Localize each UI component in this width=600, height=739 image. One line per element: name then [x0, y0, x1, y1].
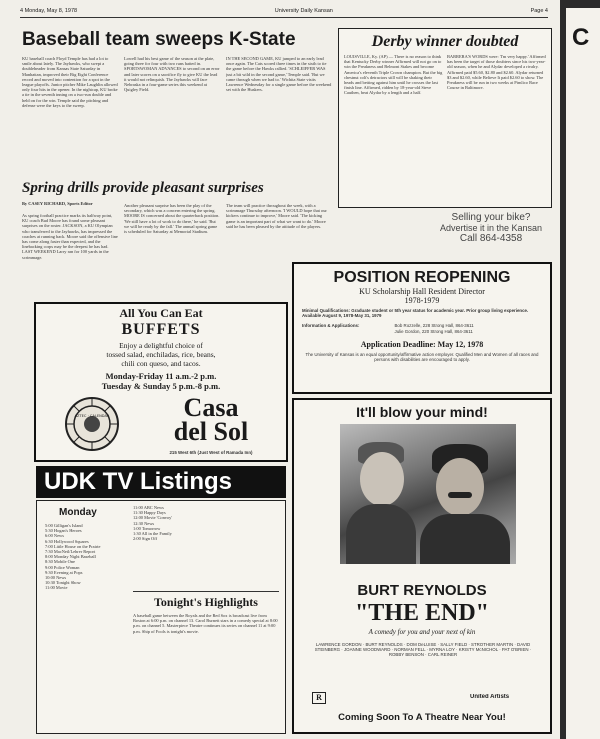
actor2-mustache	[448, 492, 472, 498]
casa-del-sol-brand	[136, 393, 286, 446]
main-story-col1: KU baseball coach Floyd Temple has had a lot to smile about lately. The Jayhawks, who swept a doubleheader from Kansas State Saturday in Manhattan, improved their Big Eight Conference record and moved into contention for a spot in the league playoffs. Junior pitcher Mike Laughlin allowed only four hits in the opener. In the nightcap, KU broke a tie in the seventh inning on a two-run double and held on for the win. Temple said the pitching and defense were the keys to the sweep.	[22, 56, 118, 108]
studio-logo: United Artists	[470, 694, 510, 700]
tv-item: 11:30 Happy Days	[133, 510, 166, 516]
tv-item: 6:00 News	[45, 533, 64, 539]
highlights-text: A baseball game between the Royals and the Red Sox is broadcast live from Boston at 6:00 p.m. on channel 13. Carol Burnett stars in a comedy special at 8:00 p.m. on channel 5. Masterpiece Theatre continues its series on channel 11 at 9:00 p.m. Ship of Fools is tonight's movie.	[133, 613, 278, 634]
tv-item: 6:30 Hollywood Squares	[45, 538, 89, 544]
tv-col-right	[133, 505, 279, 589]
buffet-title2: BUFFETS	[121, 321, 201, 338]
tv-item: 2:00 Sign Off	[133, 536, 158, 542]
tv-item: 1:00 Tomorrow	[133, 525, 161, 531]
bike-ad-line3: Call 864-4358	[459, 233, 523, 244]
actor1-body	[346, 504, 416, 564]
bike-ad-line2: Advertise it in the Kansan	[439, 223, 543, 233]
spring-drills-col2: Another pleasant surprise has been the play of the secondary, which was a concern entering the spring. MOORE IS concerned about the quarterback position. 'We still have a lot of work to do there,' he said. 'But we will be ready by the fall.' The annual spring game is scheduled for Saturday at Memorial Stadium.	[124, 203, 220, 235]
spring-drills-headline: Spring drills provide pleasant surprises	[22, 180, 264, 196]
tv-item: 10:00 News	[45, 575, 67, 581]
position-contact2: Julie Gordon, 220 Strong Hall, 864-3611	[394, 328, 473, 334]
tv-item: 9:00 Police Woman	[45, 564, 80, 570]
tv-item: 1:30 All in the Family	[133, 531, 172, 537]
spring-drills-col1: As spring football practice marks its halfway point, KU coach Bud Moore has found some pleasant surprises on the roster. JACKSON, a KU Olympian who transferred to the Jayhawks, has impressed the coaches at running back. Moore said the offensive line has come along faster than expected, and the linebacking corps may be the deepest he has had. LAST WEEKEND Larry ran for 100 yards in the scrimmage.	[22, 213, 118, 260]
tv-item: 11:00 ABC News	[133, 505, 164, 510]
buffet-line3: chili con queso, and tacos.	[121, 359, 201, 368]
highlights-title: Tonight's Highlights	[154, 595, 258, 609]
buffet-title1: All You Can Eat	[119, 306, 203, 320]
buffet-hours1: Monday-Friday 11 a.m.-2 p.m.	[105, 371, 217, 381]
movie-photo	[340, 424, 516, 564]
tv-item: 8:00 Monday Night Baseball	[45, 554, 96, 560]
actor2-face	[436, 458, 484, 516]
tv-listings-box	[36, 500, 286, 734]
derby-col2: BARRERA'S WORDS were: 'I'm very happy.' Affirmed has been the target of those doubters since his two-year-old season, when he and Alydar developed a rivalry. Affirmed paid $5.60, $2.80 and $2.60. Alydar returned $3 and $2.60, while Believe It paid $2.60 to show. The Preakness will be run in two weeks at Pimlico Race Course in Baltimore.	[447, 54, 546, 91]
position-deadline: Application Deadline: May 12, 1978	[360, 339, 484, 349]
bike-ad	[430, 212, 552, 256]
position-ad	[292, 262, 552, 394]
folio-center: University Daily Kansan	[274, 8, 333, 14]
tv-item: 8:30 Mobile One	[45, 559, 75, 565]
rating-badge: R	[312, 692, 326, 704]
tv-item: 11:00 Movie	[45, 585, 68, 591]
buffet-line1: Enjoy a delightful choice of	[119, 341, 203, 350]
position-subtitle2: 1978-1979	[404, 296, 440, 305]
position-eeo: The University of Kansas is an equal opportunity/affirmative action employer. Qualified Men and Women of all races and persons with disabilities are encouraged to apply.	[305, 351, 539, 363]
brand-line2: del Sol	[173, 417, 249, 446]
movie-tagline: It'll blow your mind!	[356, 404, 488, 420]
movie-sub: A comedy for you and your next of kin	[368, 628, 476, 636]
movie-actor: BURT REYNOLDS	[357, 582, 487, 599]
tv-item: 5:00 Gilligan's Island	[45, 523, 83, 528]
buffet-hours2: Tuesday & Sunday 5 p.m.-8 p.m.	[101, 381, 221, 391]
movie-title: "THE END"	[354, 600, 489, 626]
position-quals: Minimal Qualifications: Graduate student or 5th year status for academic year. Prior group living experience. Available August 9, 1978-May 31, 1979	[302, 308, 529, 319]
buffet-address: 215 West 6th (Just West of Ramada Inn)	[169, 450, 253, 455]
position-subtitle1: KU Scholarship Hall Resident Director	[359, 287, 485, 296]
actor1-face	[360, 452, 404, 506]
tv-day: Monday	[59, 507, 97, 518]
main-story-col2: Lowell had his best game of the season at the plate, going three for four with two runs batted in. SPORTSWOMAN ADVANCES to second on an error and later scores on a sacrifice fly to give KU the lead it would not relinquish. The Jayhawks will face Nebraska in a four-game series this weekend at Quigley Field.	[124, 56, 220, 93]
buffet-ad	[34, 302, 288, 462]
spring-drills-col3: The team will practice throughout the week, with a scrimmage Thursday afternoon. 'I WOULD hope that our kickers continue to improve,' Moore said. 'The kicking game is an important part of what we want to do.' Moore said he has been pleased by the attitude of the players.	[226, 203, 327, 229]
movie-credits: LAWRENCE GORDON · BURT REYNOLDS · DOM DeLUISE · SALLY FIELD · STROTHER MARTIN · DAVID STEINBERG · JOANNE WOODWARD · NORMAN FELL · MYRNA LOY · KRISTY McNICHOL · PAT O'BRIEN · ROBBY BENSON · CARL REINER	[314, 642, 532, 658]
bike-ad-line1: Selling your bike?	[451, 212, 531, 223]
brand-line1: Casa	[183, 393, 239, 422]
actor2-body	[420, 514, 510, 564]
tv-item: 7:30 MacNeil/Lehrer Report	[45, 549, 96, 555]
aztec-calendar-logo	[64, 396, 120, 452]
folio-right: Page 4	[530, 8, 548, 14]
main-story-col3: IN THE SECOND GAME, KU jumped to an early lead once again. The Cats scored three times in the sixth to tie the game before the Hawks rallied. 'SCHLEIFFER WAS just a bit wild in the second game,' Temple said. 'But we came through when we had to.' Wichita State visits Lawrence Wednesday for a single game before the weekend set with the Huskers.	[226, 56, 332, 93]
tv-item: 10:30 Tonight Show	[45, 580, 81, 586]
position-title: POSITION REOPENING	[333, 269, 511, 286]
tv-item: 5:30 Hogan's Heroes	[45, 528, 82, 534]
position-info-label: Information & Applications:	[302, 323, 360, 329]
buffet-line2: tossed salad, enchiladas, rice, beans,	[106, 350, 216, 359]
tv-item: 12:00 Movie 'Convoy'	[133, 515, 173, 521]
adjacent-page-edge: C	[566, 8, 600, 739]
position-contact1: Bob Rozzelle, 228 Strong Hall, 864-3611	[394, 323, 474, 329]
derby-headline: Derby winner doubted	[371, 33, 519, 50]
page-folio	[20, 8, 548, 18]
movie-coming-soon: Coming Soon To A Theatre Near You!	[338, 712, 506, 723]
highlights-divider	[133, 591, 279, 592]
folio-left: 4 Monday, May 8, 1978	[20, 8, 78, 14]
derby-box	[338, 28, 552, 208]
aztec-seal-text: AZTEC · CALENDAR	[74, 414, 110, 418]
tv-item: 9:30 Evening at Pops	[45, 569, 83, 575]
derby-col1: LOUISVILLE, Ky. (AP) — There is no reason to think that Kentucky Derby winner Affirmed will not go on to win the Preakness and Belmont Stakes and become America's eleventh Triple Crown champion. But the big chestnut colt's detractors still will be shaking their heads and betting against him until he crosses the last finish line. Affirmed, ridden by 18-year-old Steve Cauthen, beat Alydar by a length and a half.	[344, 54, 443, 96]
tv-item: 7:00 Little House on the Prairie	[45, 543, 101, 549]
tv-col-left	[45, 523, 127, 723]
tv-listings-header: UDK TV Listings	[36, 466, 286, 498]
spring-drills-byline: By CASEY RICHARD, Sports Editor	[22, 201, 93, 206]
tv-item: 12:30 News	[133, 520, 155, 526]
main-headline: Baseball team sweeps K-State	[22, 30, 296, 50]
